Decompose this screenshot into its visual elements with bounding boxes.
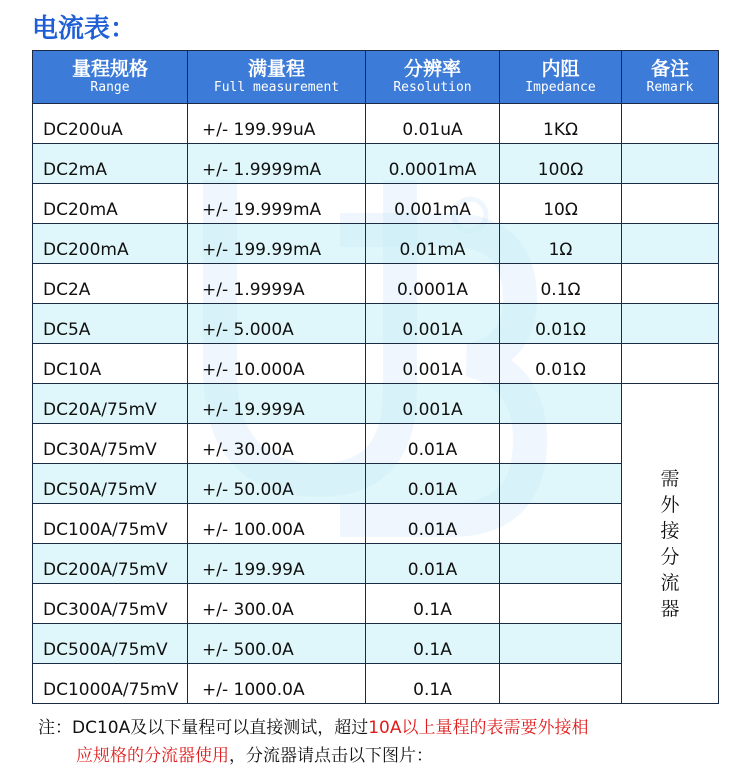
cell-range: DC2mA: [33, 144, 188, 184]
table-row: [33, 664, 719, 704]
cell-resolution: 0.1A: [366, 624, 500, 664]
table-row: [33, 304, 719, 344]
table-row: [33, 264, 719, 304]
cell-impedance: [500, 624, 622, 664]
cell-impedance: 0.01Ω: [500, 304, 622, 344]
cell-range: DC5A: [33, 304, 188, 344]
table-row: [33, 104, 719, 144]
cell-remark: [622, 224, 719, 264]
cell-resolution: 0.001A: [366, 344, 500, 384]
cell-full: +/- 1000.0A: [188, 664, 366, 704]
cell-full: +/- 10.000A: [188, 344, 366, 384]
header-resolution: 分辨率 Resolution: [366, 51, 500, 104]
table-row: [33, 464, 719, 504]
cell-resolution: 0.01A: [366, 544, 500, 584]
cell-range: DC2A: [33, 264, 188, 304]
cell-impedance: 1Ω: [500, 224, 622, 264]
cell-resolution: 0.0001mA: [366, 144, 500, 184]
cell-impedance: 10Ω: [500, 184, 622, 224]
cell-full: +/- 100.00A: [188, 504, 366, 544]
cell-impedance: [500, 664, 622, 704]
remark-text: 需外接分流器: [660, 467, 680, 620]
cell-resolution: 0.1A: [366, 584, 500, 624]
cell-full: +/- 30.00A: [188, 424, 366, 464]
cell-resolution: 0.01uA: [366, 104, 500, 144]
cell-remark: [622, 264, 719, 304]
header-impedance: 内阻 Impedance: [500, 51, 622, 104]
cell-full: +/- 1.9999A: [188, 264, 366, 304]
current-spec-table: [32, 50, 719, 704]
header-range: 量程规格 Range: [33, 51, 188, 104]
table-header-row: [33, 51, 719, 104]
table-row: [33, 504, 719, 544]
cell-full: +/- 199.99uA: [188, 104, 366, 144]
cell-range: DC10A: [33, 344, 188, 384]
table-row: [33, 384, 719, 424]
cell-impedance: [500, 544, 622, 584]
header-full-measurement: 满量程 Full measurement: [188, 51, 366, 104]
cell-full: +/- 19.999A: [188, 384, 366, 424]
table-row: [33, 224, 719, 264]
table-row: [33, 624, 719, 664]
cell-full: +/- 5.000A: [188, 304, 366, 344]
table-row: [33, 544, 719, 584]
cell-range: DC300A/75mV: [33, 584, 188, 624]
cell-full: +/- 199.99A: [188, 544, 366, 584]
cell-impedance: 0.1Ω: [500, 264, 622, 304]
cell-full: +/- 199.99mA: [188, 224, 366, 264]
cell-remark: [622, 304, 719, 344]
cell-full: +/- 300.0A: [188, 584, 366, 624]
cell-resolution: 0.01A: [366, 424, 500, 464]
table-row: [33, 344, 719, 384]
note-highlight-2: 应规格的分流器使用: [76, 746, 229, 766]
table-row: [33, 424, 719, 464]
cell-resolution: 0.01A: [366, 464, 500, 504]
cell-impedance: [500, 504, 622, 544]
cell-remark: [622, 104, 719, 144]
cell-full: +/- 50.00A: [188, 464, 366, 504]
cell-impedance: [500, 384, 622, 424]
cell-full: +/- 1.9999mA: [188, 144, 366, 184]
cell-full: +/- 500.0A: [188, 624, 366, 664]
cell-impedance: 0.01Ω: [500, 344, 622, 384]
cell-impedance: [500, 584, 622, 624]
cell-impedance: 100Ω: [500, 144, 622, 184]
cell-remark-shunt: [622, 384, 719, 704]
cell-range: DC200A/75mV: [33, 544, 188, 584]
table-row: [33, 584, 719, 624]
cell-remark: [622, 184, 719, 224]
note-highlight-1: 10A以上量程的表需要外接相: [368, 718, 589, 738]
cell-range: DC20A/75mV: [33, 384, 188, 424]
cell-range: DC20mA: [33, 184, 188, 224]
cell-resolution: 0.01mA: [366, 224, 500, 264]
page-title: 电流表：: [32, 14, 137, 44]
cell-range: DC1000A/75mV: [33, 664, 188, 704]
cell-resolution: 0.001mA: [366, 184, 500, 224]
cell-range: DC200uA: [33, 104, 188, 144]
cell-range: DC200mA: [33, 224, 188, 264]
cell-range: DC50A/75mV: [33, 464, 188, 504]
table-row: [33, 144, 719, 184]
cell-range: DC30A/75mV: [33, 424, 188, 464]
cell-resolution: 0.001A: [366, 304, 500, 344]
cell-range: DC500A/75mV: [33, 624, 188, 664]
cell-remark: [622, 144, 719, 184]
note-prefix: 注：DC10A及以下量程可以直接测试，超过: [38, 718, 369, 738]
table-row: [33, 184, 719, 224]
cell-resolution: 0.1A: [366, 664, 500, 704]
cell-resolution: 0.01A: [366, 504, 500, 544]
cell-remark: [622, 344, 719, 384]
header-remark: 备注 Remark: [622, 51, 719, 104]
cell-resolution: 0.001A: [366, 384, 500, 424]
usage-note: [38, 714, 718, 770]
cell-full: +/- 19.999mA: [188, 184, 366, 224]
note-suffix: ，分流器请点击以下图片：: [229, 746, 433, 766]
cell-impedance: [500, 424, 622, 464]
cell-impedance: 1KΩ: [500, 104, 622, 144]
cell-resolution: 0.0001A: [366, 264, 500, 304]
cell-range: DC100A/75mV: [33, 504, 188, 544]
cell-impedance: [500, 464, 622, 504]
